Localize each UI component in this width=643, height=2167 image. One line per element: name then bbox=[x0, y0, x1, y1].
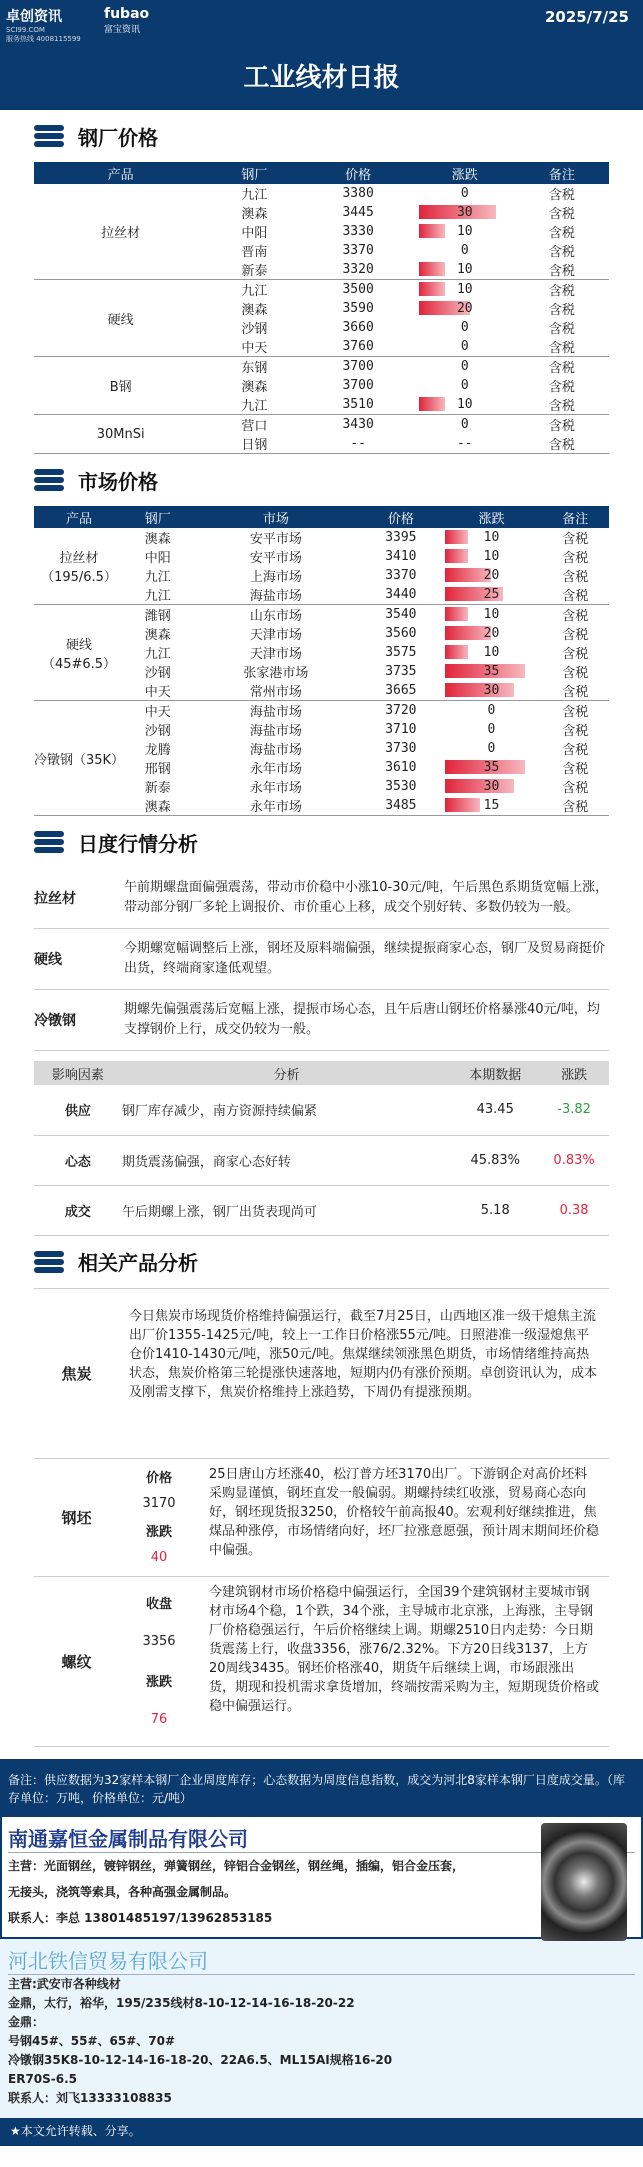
factor-change: 0.83% bbox=[539, 1135, 609, 1185]
table-row bbox=[34, 280, 609, 300]
market-cell: 永年市场 bbox=[249, 781, 302, 796]
price-cell: 3410 bbox=[385, 549, 417, 564]
change-bar bbox=[445, 798, 479, 812]
product-cell: 拉丝材 bbox=[34, 184, 207, 280]
price-cell: 3610 bbox=[385, 760, 417, 775]
column-header: 钢厂 bbox=[124, 506, 192, 528]
price-cell: 3485 bbox=[360, 796, 441, 816]
mill-section bbox=[0, 110, 643, 454]
price-cell: 3575 bbox=[385, 645, 417, 660]
column-header: 涨跌 bbox=[539, 1061, 609, 1085]
change-cell: 15 bbox=[441, 796, 541, 816]
price-cell: 3330 bbox=[342, 224, 374, 239]
mill-cell: 澳森 bbox=[241, 380, 268, 395]
change-cell: 10 bbox=[415, 395, 515, 415]
ad-nantong: 南通嘉恒金属制品有限公司 主营：光面钢丝，镀锌钢丝，弹簧钢丝，锌铝合金钢丝，钢丝绳，插编，铝合金压套， 无接头，浇筑等索具，各种高强金属制品。 联系人：李总 13801485197/13962853185 bbox=[0, 1815, 643, 1939]
remark-cell: 含税 bbox=[562, 666, 589, 681]
price-cell: 3735 bbox=[385, 664, 417, 679]
price-cell: 3660 bbox=[342, 320, 374, 335]
product-cell: 硬线（45#6.5） bbox=[34, 605, 124, 701]
change-bar bbox=[445, 530, 468, 544]
table-row bbox=[34, 605, 609, 625]
remark-cell: 含税 bbox=[548, 322, 575, 337]
mill-cell: 九江 bbox=[241, 188, 268, 203]
section-title: 相关产品分析 bbox=[78, 1251, 198, 1275]
column-header: 本期数据 bbox=[451, 1061, 539, 1085]
factor-value: 45.83% bbox=[451, 1135, 539, 1185]
mill-cell: 新泰 bbox=[207, 260, 301, 280]
mill-cell: 中天 bbox=[144, 705, 171, 720]
mill-cell: 东钢 bbox=[241, 361, 268, 376]
mill-cell: 中阳 bbox=[241, 226, 268, 241]
price-cell: 3530 bbox=[385, 779, 417, 794]
change-bar bbox=[445, 549, 468, 563]
column-header: 影响因素 bbox=[34, 1061, 122, 1085]
price-cell: 3730 bbox=[385, 741, 417, 756]
remark-cell: 含税 bbox=[562, 609, 589, 624]
sci99-logo: 卓创资讯 SCI99.COM 服务热线 4008115599 bbox=[6, 9, 81, 43]
factor-text: 钢厂库存减少，南方资源持续偏紧 bbox=[122, 1085, 451, 1135]
table-row bbox=[34, 184, 609, 203]
mill-cell: 龙腾 bbox=[144, 743, 171, 758]
change-bar bbox=[419, 397, 445, 411]
market-price-table bbox=[34, 506, 609, 816]
column-header: 产品 bbox=[34, 162, 207, 184]
price-cell: 3380 bbox=[342, 186, 374, 201]
price-cell: 3700 bbox=[342, 359, 374, 374]
wire-rope-image bbox=[541, 1823, 627, 1941]
analysis-text: 期螺先偏强震荡后宽幅上涨，提振市场心态，且午后唐山钢坯价格暴涨40元/吨，均支撑钢价上行，成交仍较为一般。 bbox=[124, 1002, 600, 1037]
price-cell: 3440 bbox=[360, 585, 441, 605]
remark-cell: 含税 bbox=[562, 705, 589, 720]
mill-cell: 九江 bbox=[124, 585, 192, 605]
column-header: 产品 bbox=[34, 506, 124, 528]
rebar-row: 螺纹 收盘 3356 涨跌 76 今建筑钢材市场价格稳中偏强运行，全国39个建筑钢材主要城市钢材市场4个稳，1个跌，34个涨，主导城市北京涨，上海涨，主导钢厂价格稳强运行，午后价格继续上调。期螺2510日内走势：今日期货震荡上行，收盘3356，涨76/2.32%。下方20日线3137，上方20周线3435。钢坯价格涨40，期货午后继续上调，市场跟涨出货，期现和投机需求拿货增加，终端按需采购为主，短期现货价格或稳中偏强运行。 bbox=[34, 1577, 609, 1747]
column-header: 钢厂 bbox=[207, 162, 301, 184]
factor-value: 43.45 bbox=[451, 1085, 539, 1135]
coke-row: 焦炭 今日焦炭市场现货价格维持偏强运行，截至7月25日，山西地区准一级干熄焦主流出厂价1355-1425元/吨，较上一工作日价格涨55元/吨。日照港准一级湿熄焦平仓价1410-1430元/吨，涨50元/吨。焦煤继续领涨黑色期货，市场情绪维持高热状态，焦炭价格第三轮提涨快速落地，短期内仍有涨价预期。卓创资讯认为，成本及刚需支撑下，焦炭价格维持上涨趋势，下周仍有提涨预期。 bbox=[34, 1289, 609, 1459]
footnote: 备注：供应数据为32家样本钢厂企业周度库存；心态数据为周度信息指数，成交为河北8家样本钢厂日度成交量。（库存单位：万吨，价格单位：元/吨） bbox=[0, 1759, 643, 1815]
stack-icon bbox=[34, 831, 64, 853]
analysis-label: 拉丝材 bbox=[34, 891, 76, 907]
price-cell: 3665 bbox=[360, 681, 441, 701]
change-cell: 0 bbox=[487, 703, 496, 718]
market-cell: 海盐市场 bbox=[249, 705, 302, 720]
fubao-logo: fubao 富宝资讯 bbox=[104, 6, 150, 35]
change-cell: 35 bbox=[441, 758, 541, 777]
change-cell: 0 bbox=[487, 722, 496, 737]
remark-cell: 含税 bbox=[548, 284, 575, 299]
factor-row bbox=[34, 1185, 609, 1235]
remark-cell: 含税 bbox=[548, 207, 575, 222]
market-cell: 山东市场 bbox=[249, 609, 302, 624]
change-cell: 0 bbox=[460, 359, 469, 374]
stack-icon bbox=[34, 469, 64, 491]
price-cell: 3445 bbox=[342, 205, 374, 220]
mill-price-table bbox=[34, 162, 609, 454]
change-cell: -- bbox=[415, 434, 515, 454]
change-cell: 30 bbox=[441, 777, 541, 796]
stack-icon bbox=[34, 1251, 64, 1273]
factor-table bbox=[34, 1061, 609, 1236]
change-cell: 10 bbox=[441, 643, 541, 662]
mill-cell: 邢钢 bbox=[144, 762, 171, 777]
mill-cell: 潍钢 bbox=[144, 609, 171, 624]
price-cell: 3370 bbox=[385, 568, 417, 583]
factor-value: 5.18 bbox=[451, 1185, 539, 1235]
price-cell: 3500 bbox=[342, 282, 374, 297]
mill-cell: 中阳 bbox=[144, 551, 171, 566]
column-header: 价格 bbox=[301, 162, 414, 184]
mill-cell: 中天 bbox=[124, 681, 192, 701]
product-cell: 硬线 bbox=[34, 280, 207, 357]
analysis-label: 硬线 bbox=[34, 952, 62, 968]
analysis-row bbox=[34, 990, 609, 1051]
price-cell: 3370 bbox=[342, 243, 374, 258]
remark-cell: 含税 bbox=[562, 532, 589, 547]
remark-cell: 含税 bbox=[548, 245, 575, 260]
mill-cell: 沙钢 bbox=[144, 666, 171, 681]
price-cell: 3700 bbox=[342, 378, 374, 393]
stack-icon bbox=[34, 125, 64, 147]
price-cell: 3395 bbox=[385, 530, 417, 545]
column-header: 市场 bbox=[192, 506, 361, 528]
factor-row bbox=[34, 1085, 609, 1135]
change-cell: 20 bbox=[441, 624, 541, 643]
change-cell: 0 bbox=[460, 186, 469, 201]
change-cell: 0 bbox=[460, 243, 469, 258]
daily-section bbox=[0, 816, 643, 1236]
product-cell: 拉丝材（195/6.5） bbox=[34, 528, 124, 605]
page-title: 工业线材日报 bbox=[0, 50, 643, 110]
market-section bbox=[0, 454, 643, 816]
mill-cell: 九江 bbox=[241, 284, 268, 299]
analysis-text: 今期螺宽幅调整后上涨，钢坯及原料端偏强，继续提振商家心态，钢厂及贸易商挺价出货，终端商家逢低观望。 bbox=[124, 941, 606, 976]
column-header: 分析 bbox=[122, 1061, 451, 1085]
remark-cell: 含税 bbox=[548, 226, 575, 241]
change-bar bbox=[445, 607, 468, 621]
analysis-row bbox=[34, 868, 609, 929]
remark-cell: 含税 bbox=[548, 188, 575, 203]
price-cell: -- bbox=[301, 434, 414, 454]
mill-cell: 日钢 bbox=[207, 434, 301, 454]
mill-cell: 中天 bbox=[207, 337, 301, 357]
market-cell: 常州市场 bbox=[192, 681, 361, 701]
factor-name: 心态 bbox=[34, 1135, 122, 1185]
change-cell: 10 bbox=[441, 605, 541, 625]
column-header: 备注 bbox=[541, 506, 609, 528]
change-cell: 10 bbox=[415, 260, 515, 280]
mill-cell: 新泰 bbox=[144, 781, 171, 796]
mill-cell: 澳森 bbox=[144, 532, 171, 547]
market-cell: 安平市场 bbox=[249, 532, 302, 547]
column-header: 涨跌 bbox=[415, 162, 515, 184]
remark-cell: 含税 bbox=[515, 260, 609, 280]
mill-cell: 营口 bbox=[241, 419, 268, 434]
change-cell: 10 bbox=[441, 528, 541, 547]
price-cell: 3590 bbox=[342, 301, 374, 316]
mill-cell: 晋南 bbox=[241, 245, 268, 260]
remark-cell: 含税 bbox=[548, 361, 575, 376]
remark-cell: 含税 bbox=[515, 395, 609, 415]
market-cell: 海盐市场 bbox=[249, 743, 302, 758]
remark-cell: 含税 bbox=[515, 337, 609, 357]
remark-cell: 含税 bbox=[562, 570, 589, 585]
mill-cell: 九江 bbox=[207, 395, 301, 415]
change-cell: 10 bbox=[415, 222, 515, 241]
market-cell: 永年市场 bbox=[249, 762, 302, 777]
table-row bbox=[34, 528, 609, 547]
change-cell: 0 bbox=[460, 320, 469, 335]
remark-cell: 含税 bbox=[515, 434, 609, 454]
remark-cell: 含税 bbox=[562, 551, 589, 566]
remark-cell: 含税 bbox=[548, 380, 575, 395]
ad-hebei: 河北铁信贸易有限公司 主营:武安市各种线材 金鼎，太行，裕华，195/235线材8-10-12-14-16-18-20-22 金鼎： 号钢45#、55#、65#、70# 冷镦钢35K8-10-12-14-16-18-20、22A6.5、ML15AI规格16-20 ER70S-6.5 联系人：刘飞13333108835 bbox=[0, 1939, 643, 2118]
price-cell: 3760 bbox=[301, 337, 414, 357]
header bbox=[0, 0, 643, 110]
factor-name: 供应 bbox=[34, 1085, 122, 1135]
table-row bbox=[34, 357, 609, 377]
remark-cell: 含税 bbox=[562, 647, 589, 662]
mill-cell: 九江 bbox=[144, 647, 171, 662]
change-bar bbox=[419, 282, 445, 296]
change-cell: 10 bbox=[441, 547, 541, 566]
remark-cell: 含税 bbox=[562, 724, 589, 739]
remark-cell: 含税 bbox=[562, 762, 589, 777]
analysis-text: 午前期螺盘面偏强震荡，带动市价稳中小涨10-30元/吨，午后黑色系期货宽幅上涨，带动部分钢厂多轮上调报价、市价重心上移，成交个别好转、多数仍较为一般。 bbox=[124, 880, 609, 915]
change-cell: 20 bbox=[415, 299, 515, 318]
market-cell: 张家港市场 bbox=[243, 666, 309, 681]
report-date: 2025/7/25 bbox=[544, 8, 629, 26]
remark-cell: 含税 bbox=[541, 796, 609, 816]
price-cell: 3510 bbox=[301, 395, 414, 415]
change-cell: 0 bbox=[487, 741, 496, 756]
analysis-row bbox=[34, 929, 609, 990]
market-cell: 海盐市场 bbox=[192, 585, 361, 605]
price-cell: 3710 bbox=[385, 722, 417, 737]
market-cell: 天津市场 bbox=[249, 647, 302, 662]
factor-change: 0.38 bbox=[539, 1185, 609, 1235]
footer: ★本文允许转载、分享。 bbox=[0, 2118, 643, 2146]
price-cell: 3430 bbox=[342, 417, 374, 432]
market-cell: 上海市场 bbox=[249, 570, 302, 585]
price-cell: 3540 bbox=[385, 607, 417, 622]
column-header: 备注 bbox=[515, 162, 609, 184]
mill-cell: 澳森 bbox=[124, 796, 192, 816]
price-cell: 3560 bbox=[385, 626, 417, 641]
factor-text: 午后期螺上涨，钢厂出货表现尚可 bbox=[122, 1185, 451, 1235]
mill-cell: 沙钢 bbox=[241, 322, 268, 337]
product-cell: 30MnSi bbox=[34, 415, 207, 454]
change-cell: 0 bbox=[460, 378, 469, 393]
table-row bbox=[34, 701, 609, 721]
remark-cell: 含税 bbox=[562, 743, 589, 758]
price-cell: 3320 bbox=[301, 260, 414, 280]
factor-row bbox=[34, 1135, 609, 1185]
billet-row: 钢坯 价格 3170 涨跌 40 25日唐山方坯涨40，松汀普方坯3170出厂。下游钢企对高价坯料采购显谨慎，钢坯直发一般偏弱。期螺持续红收涨，贸易商心态向好，钢坯现货报3250，价格较午前高报40。宏观利好继续推进，焦煤品种涨停，市场情绪向好，坯厂拉涨意愿强，预计周末期间坯价稳中偏强。 bbox=[34, 1459, 609, 1577]
change-cell: 35 bbox=[441, 662, 541, 681]
product-cell: B钢 bbox=[34, 357, 207, 415]
change-cell: 0 bbox=[460, 417, 469, 432]
change-cell: 30 bbox=[415, 203, 515, 222]
market-cell: 海盐市场 bbox=[249, 724, 302, 739]
column-header: 涨跌 bbox=[441, 506, 541, 528]
change-cell: 20 bbox=[441, 566, 541, 585]
remark-cell: 含税 bbox=[548, 303, 575, 318]
section-title: 钢厂价格 bbox=[78, 125, 158, 150]
change-cell: 25 bbox=[441, 585, 541, 605]
mill-cell: 九江 bbox=[144, 570, 171, 585]
mill-cell: 沙钢 bbox=[144, 724, 171, 739]
section-title: 市场价格 bbox=[78, 469, 158, 494]
change-bar bbox=[419, 224, 445, 238]
remark-cell: 含税 bbox=[541, 585, 609, 605]
change-cell: 30 bbox=[441, 681, 541, 701]
change-cell: 0 bbox=[415, 337, 515, 357]
market-cell: 安平市场 bbox=[249, 551, 302, 566]
product-cell: 冷镦钢（35K） bbox=[34, 701, 124, 816]
change-bar bbox=[445, 683, 514, 697]
mill-cell: 澳森 bbox=[241, 303, 268, 318]
section-title: 日度行情分析 bbox=[78, 831, 198, 856]
change-bar bbox=[445, 779, 514, 793]
remark-cell: 含税 bbox=[562, 628, 589, 643]
analysis-label: 冷镦钢 bbox=[34, 1013, 76, 1029]
change-bar bbox=[445, 645, 468, 659]
price-cell: 3720 bbox=[385, 703, 417, 718]
factor-name: 成交 bbox=[34, 1185, 122, 1235]
column-header: 价格 bbox=[360, 506, 441, 528]
market-cell: 天津市场 bbox=[249, 628, 302, 643]
market-cell: 永年市场 bbox=[192, 796, 361, 816]
table-row bbox=[34, 415, 609, 435]
mill-cell: 澳森 bbox=[144, 628, 171, 643]
change-cell: 10 bbox=[415, 280, 515, 300]
mill-cell: 澳森 bbox=[241, 207, 268, 222]
remark-cell: 含税 bbox=[541, 681, 609, 701]
remark-cell: 含税 bbox=[548, 419, 575, 434]
remark-cell: 含税 bbox=[562, 781, 589, 796]
factor-change: -3.82 bbox=[539, 1085, 609, 1135]
related-section bbox=[0, 1236, 643, 1747]
factor-text: 期货震荡偏强，商家心态好转 bbox=[122, 1135, 451, 1185]
change-bar bbox=[419, 262, 445, 276]
